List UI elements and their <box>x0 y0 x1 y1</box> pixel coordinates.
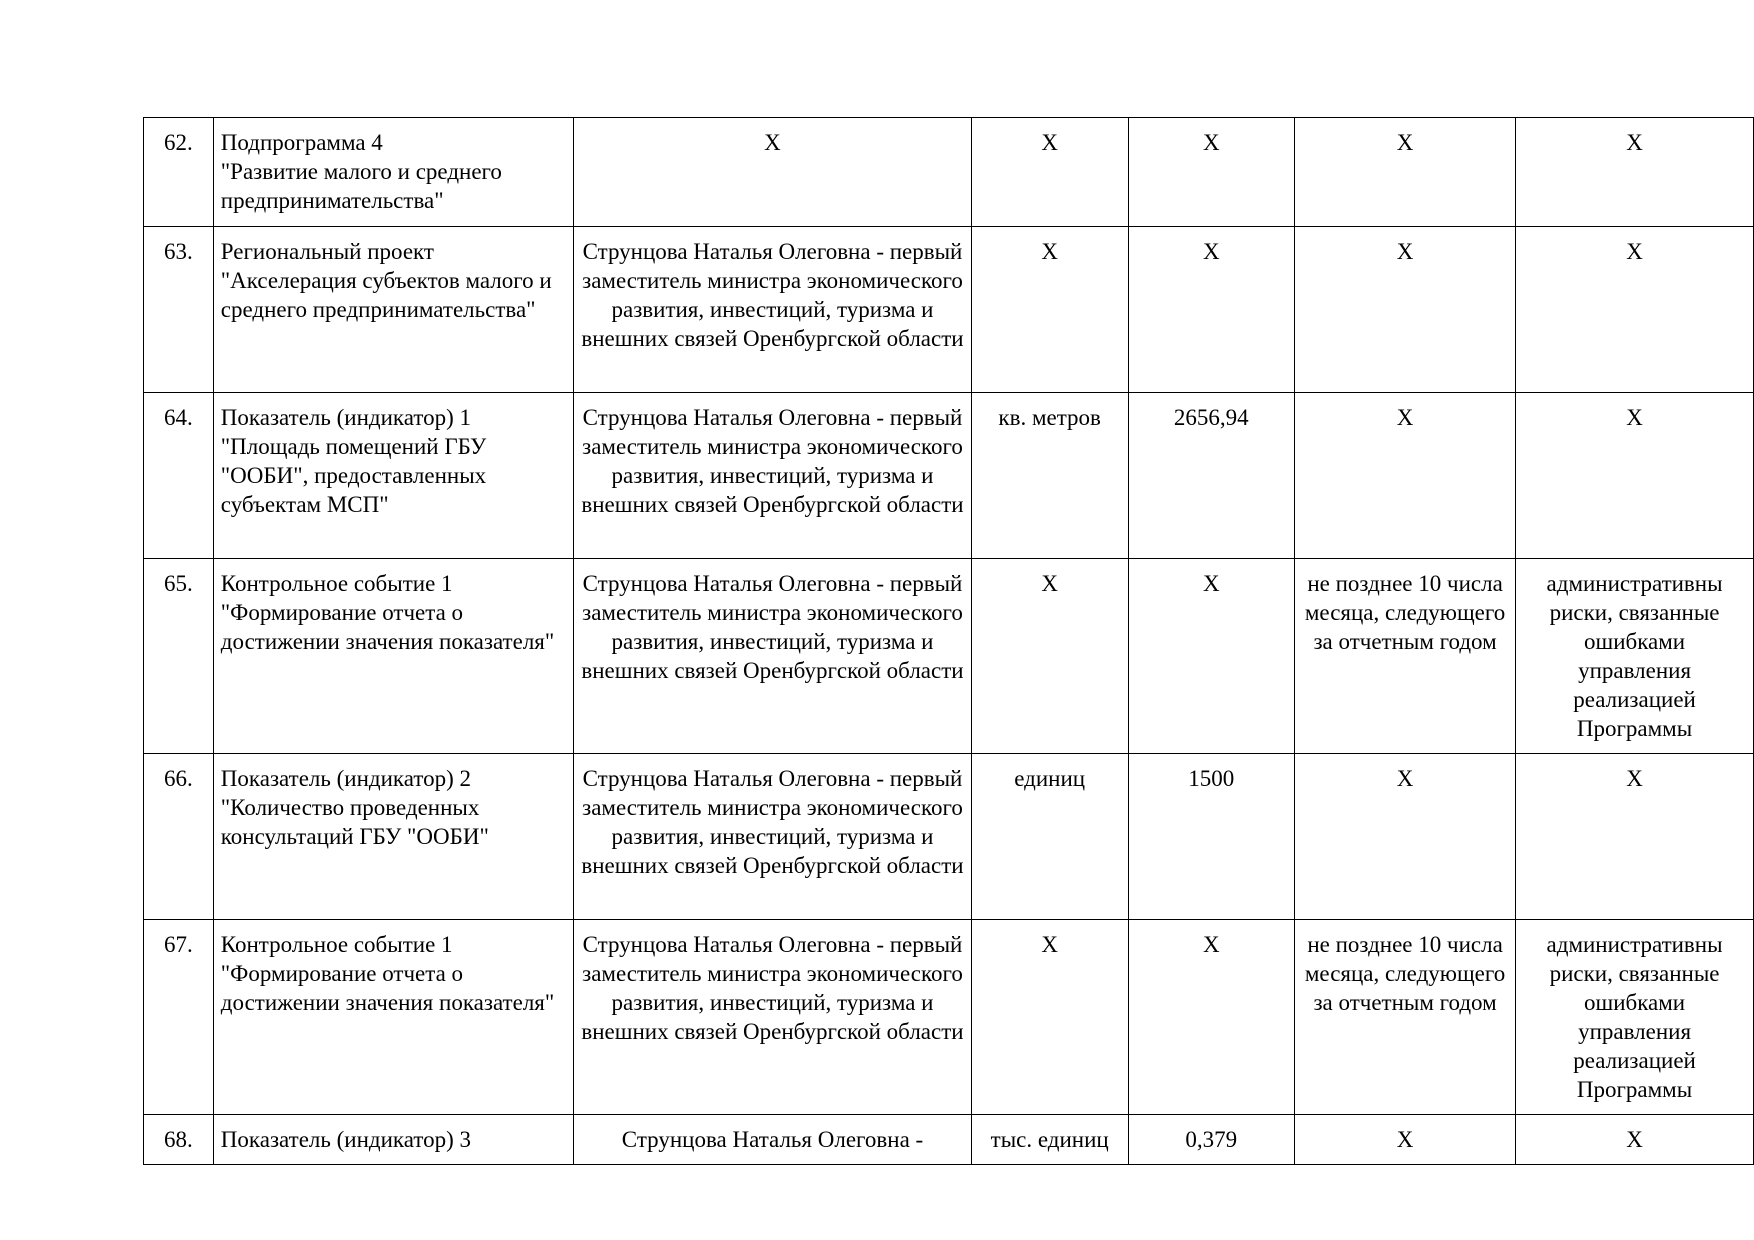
row-number: 67. <box>144 920 214 1115</box>
row-number: 62. <box>144 118 214 227</box>
program-table <box>143 117 1754 1165</box>
row-risk: административны риски, связанные ошибками управления реализацией Программы <box>1516 920 1754 1115</box>
row-value: 0,379 <box>1128 1115 1294 1165</box>
row-unit: X <box>971 118 1128 227</box>
table-row <box>144 227 1754 393</box>
row-responsible: Струнцова Наталья Олеговна - первый заместитель министра экономического развития, инвестиций, туризма и внешних связей Оренбургской области <box>574 227 972 393</box>
row-value: X <box>1128 920 1294 1115</box>
row-number: 66. <box>144 754 214 920</box>
row-responsible: Струнцова Наталья Олеговна - первый заместитель министра экономического развития, инвестиций, туризма и внешних связей Оренбургской области <box>574 920 972 1115</box>
row-number: 68. <box>144 1115 214 1165</box>
table-row <box>144 1115 1754 1165</box>
row-value: X <box>1128 227 1294 393</box>
row-term: X <box>1295 118 1516 227</box>
row-responsible: Струнцова Наталья Олеговна - первый заместитель министра экономического развития, инвестиций, туризма и внешних связей Оренбургской области <box>574 559 972 754</box>
row-number: 63. <box>144 227 214 393</box>
row-risk: X <box>1516 118 1754 227</box>
table-row <box>144 118 1754 227</box>
row-name: Показатель (индикатор) 1 "Площадь помещений ГБУ "ООБИ", предоставленных субъектам МСП" <box>213 393 573 559</box>
row-unit: X <box>971 920 1128 1115</box>
table-row <box>144 393 1754 559</box>
row-risk: X <box>1516 227 1754 393</box>
row-risk: X <box>1516 1115 1754 1165</box>
table-row <box>144 559 1754 754</box>
row-responsible: Струнцова Наталья Олеговна - первый заместитель министра экономического развития, инвестиций, туризма и внешних связей Оренбургской области <box>574 754 972 920</box>
row-name: Контрольное событие 1 "Формирование отчета о достижении значения показателя" <box>213 559 573 754</box>
row-value: X <box>1128 118 1294 227</box>
row-name: Показатель (индикатор) 3 <box>213 1115 573 1165</box>
row-responsible: Струнцова Наталья Олеговна - <box>574 1115 972 1165</box>
row-name: Контрольное событие 1 "Формирование отчета о достижении значения показателя" <box>213 920 573 1115</box>
row-unit: X <box>971 559 1128 754</box>
row-term: X <box>1295 754 1516 920</box>
row-unit: кв. метров <box>971 393 1128 559</box>
row-term: X <box>1295 393 1516 559</box>
row-risk: административны риски, связанные ошибками управления реализацией Программы <box>1516 559 1754 754</box>
row-unit: единиц <box>971 754 1128 920</box>
table-row <box>144 754 1754 920</box>
row-value: 2656,94 <box>1128 393 1294 559</box>
row-name: Показатель (индикатор) 2 "Количество проведенных консультаций ГБУ "ООБИ" <box>213 754 573 920</box>
table-row <box>144 920 1754 1115</box>
row-value: 1500 <box>1128 754 1294 920</box>
row-name: Подпрограмма 4 "Развитие малого и среднего предпринимательства" <box>213 118 573 227</box>
row-unit: тыс. единиц <box>971 1115 1128 1165</box>
row-number: 65. <box>144 559 214 754</box>
row-value: X <box>1128 559 1294 754</box>
row-term: X <box>1295 1115 1516 1165</box>
row-unit: X <box>971 227 1128 393</box>
row-term: не позднее 10 числа месяца, следующего за отчетным годом <box>1295 920 1516 1115</box>
row-number: 64. <box>144 393 214 559</box>
row-name: Региональный проект "Акселерация субъектов малого и среднего предпринимательства" <box>213 227 573 393</box>
row-responsible: Струнцова Наталья Олеговна - первый заместитель министра экономического развития, инвестиций, туризма и внешних связей Оренбургской области <box>574 393 972 559</box>
row-risk: X <box>1516 393 1754 559</box>
row-term: не позднее 10 числа месяца, следующего за отчетным годом <box>1295 559 1516 754</box>
row-risk: X <box>1516 754 1754 920</box>
row-term: X <box>1295 227 1516 393</box>
row-responsible: X <box>574 118 972 227</box>
